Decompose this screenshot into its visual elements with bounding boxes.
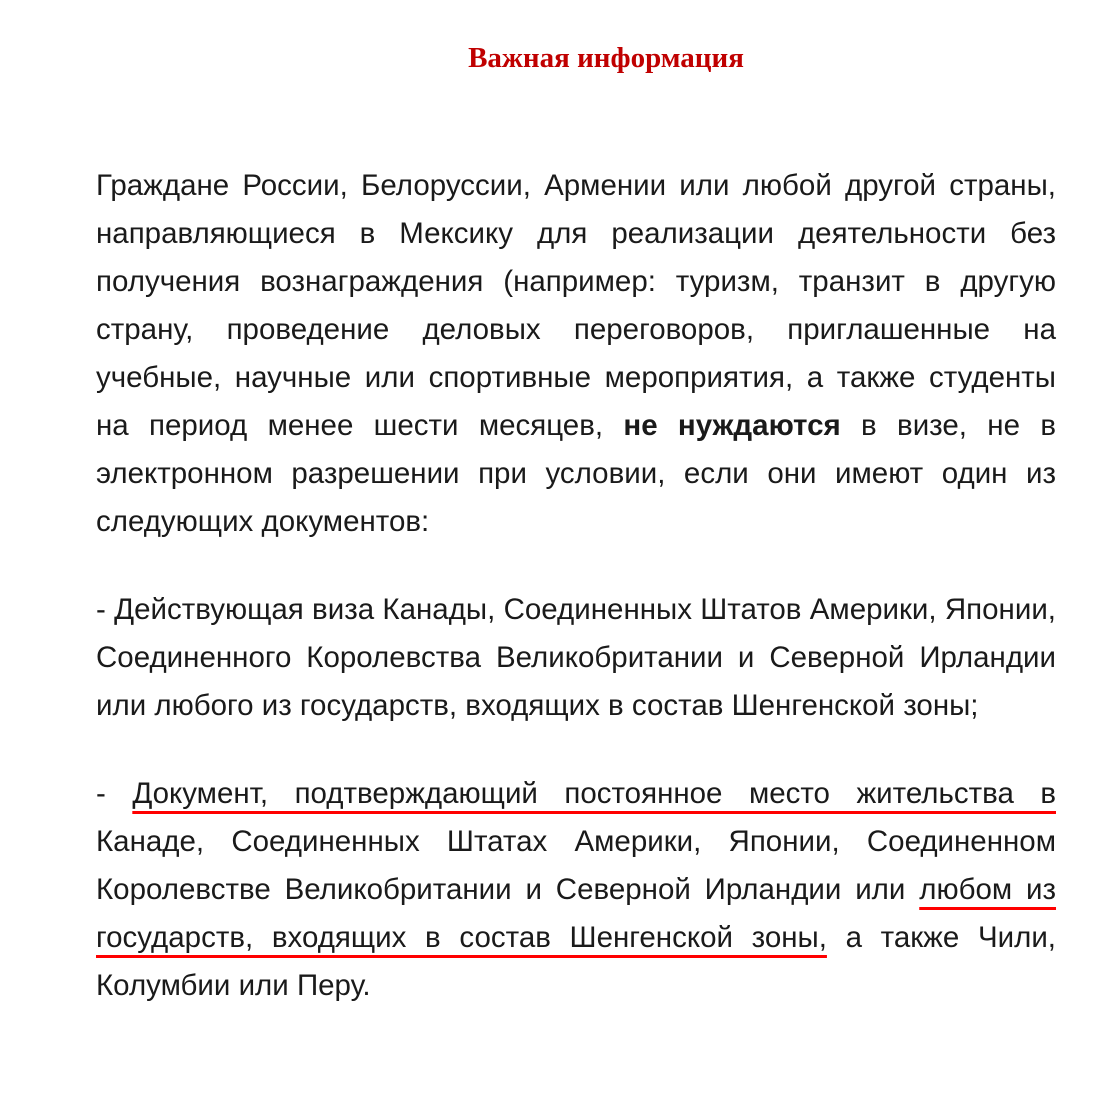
document-page xyxy=(96,0,1056,1010)
page-title: Важная информация xyxy=(468,42,744,74)
paragraph-intro xyxy=(96,162,1056,546)
list-dash: - xyxy=(96,777,133,810)
bold-emphasis: не нуждаются xyxy=(623,409,841,442)
intro-text: Граждане России, Белоруссии, Армении или любой другой страны, направляющиеся в Мексику для реализации деятельности без получения вознаграждения (например: туризм, транзит в другую страну, проведение деловых переговоров, приглашенные на учебные, научные или спортивные мероприятия, а также студенты на период менее шести месяцев, xyxy=(96,169,1056,442)
paragraph-visa-list-item: - Действующая виза Канады, Соединенных Штатов Америки, Японии, Соединенного Королевства Великобритании и Северной Ирландии или любого из государств, входящих в состав Шенгенской зоны; xyxy=(96,593,1056,722)
residence-text: Канаде, Соединенных Штатах Америки, Японии, Соединенном Королевстве Великобритании и Северной Ирландии или xyxy=(96,825,1056,906)
residence-text-end: а также Чили, Колумбии или Перу. xyxy=(96,921,1056,1002)
intro-text-continued: в визе, не в электронном разрешении при условии, если они имеют один из следующих документов: xyxy=(96,409,1056,538)
paragraph-residence-list-item xyxy=(96,770,1056,1010)
highlighted-text-1: Документ, подтверждающий постоянное место жительства в xyxy=(132,777,1056,810)
highlighted-text-2: любом из государств, входящих в состав Шенгенской зоны, xyxy=(96,873,1057,954)
